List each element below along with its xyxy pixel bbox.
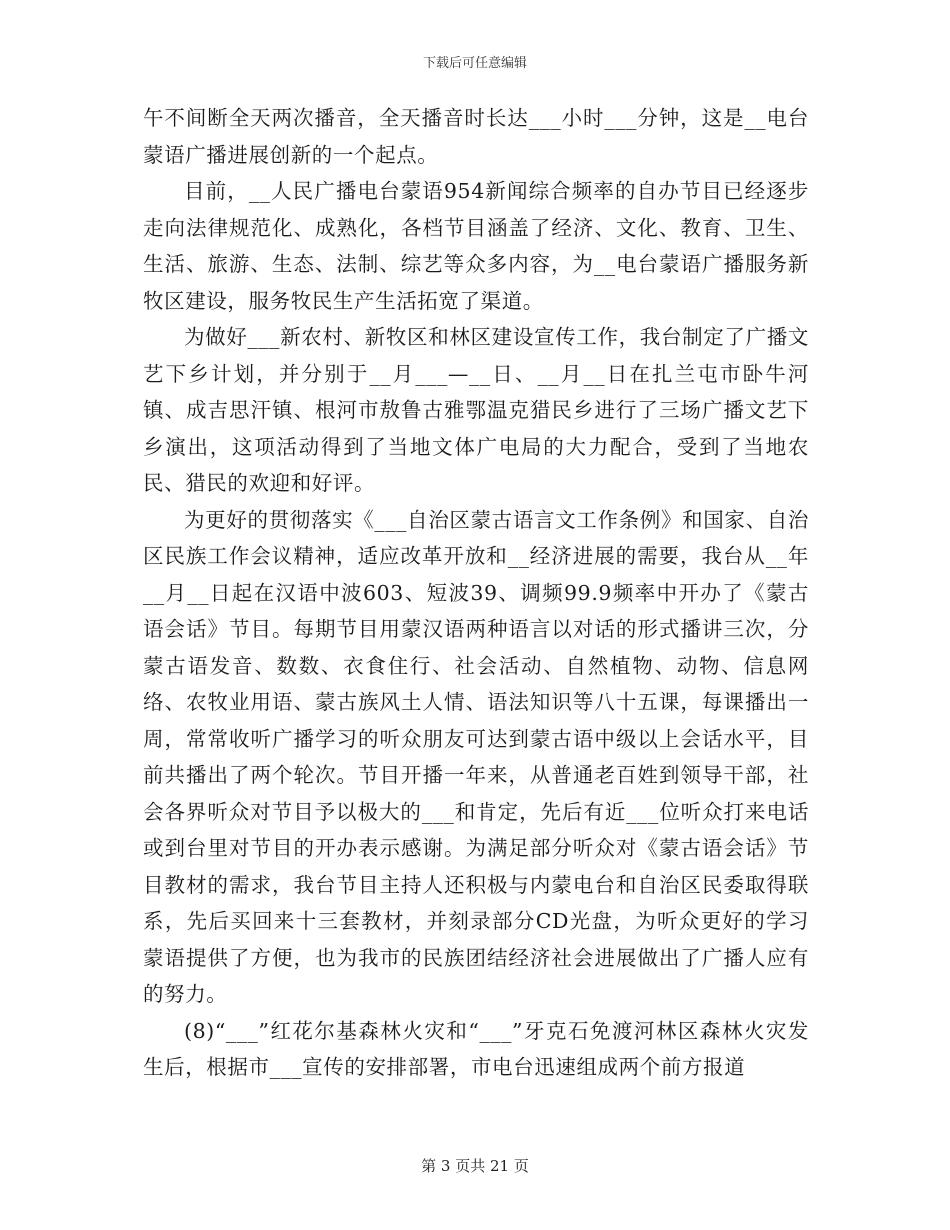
paragraph-5: (8)“___”红花尔基森林火灾和“___”牙克石免渡河林区森林火灾发生后，根据市___宣传的安排部署，市电台迅速组成两个前方报道 [143,1018,809,1079]
paragraph-3: 为做好___新农村、新牧区和林区建设宣传工作，我台制定了广播文艺下乡计划，并分别于__月___—__日、__月__日在扎兰屯市卧牛河镇、成吉思汗镇、根河市敖鲁古雅鄂温克猎民乡进行了三场广播文艺下乡演出，这项活动得到了当地文体广电局的大力配合，受到了当地农民、猎民的欢迎和好评。 [143,325,809,495]
paragraph-4: 为更好的贯彻落实《___自治区蒙古语言文工作条例》和国家、自治区民族工作会议精神，适应改革开放和__经济进展的需要，我台从__年__月__日起在汉语中波603、短波39、调频99.9频率中开办了《蒙古语会话》节目。每期节目用蒙汉语两种语言以对话的形式播讲三次，分蒙古语发音、数数、衣食住行、社会活动、自然植物、动物、信息网络、农牧业用语、蒙古族风土人情、语法知识等八十五课，每课播出一周，常常收听广播学习的听众朋友可达到蒙古语中级以上会话水平，目前共播出了两个轮次。节目开播一年来，从普通老百姓到领导干部，社会各界听众对节目予以极大的___和肯定，先后有近___位听众打来电话或到台里对节目的开办表示感谢。为满足部分听众对《蒙古语会话》节目教材的需求，我台节目主持人还积极与内蒙电台和自治区民委取得联系，先后买回来十三套教材，并刻录部分CD光盘，为听众更好的学习蒙语提供了方便，也为我市的民族团结经济社会进展做出了广播人应有的努力。 [143,507,809,1006]
paragraph-2: 目前，__人民广播电台蒙语954新闻综合频率的自办节目已经逐步走向法律规范化、成熟化，各档节目涵盖了经济、文化、教育、卫生、生活、旅游、生态、法制、综艺等众多内容，为__电台蒙语广播服务新牧区建设，服务牧民生产生活拓宽了渠道。 [143,179,809,313]
page-number-footer: 第 3 页共 21 页 [421,1157,529,1175]
paragraph-1: 午不间断全天两次播音，全天播音时长达___小时___分钟，这是__电台蒙语广播进展创新的一个起点。 [143,106,809,167]
page-header: 下载后可任意编辑 [422,56,527,71]
document-body [143,100,809,1086]
